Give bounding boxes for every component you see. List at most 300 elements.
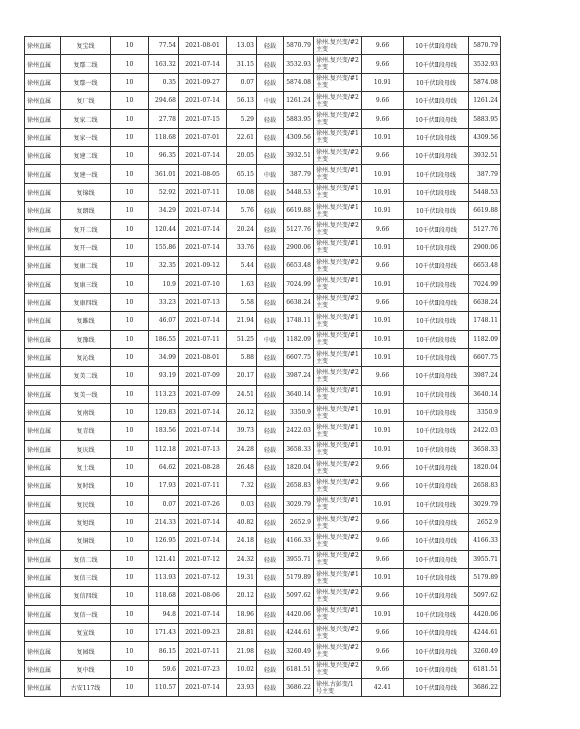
bus-value-cell: 10.91	[362, 238, 404, 256]
load-status-cell: 轻载	[257, 220, 284, 238]
margin-cell: 5874.08	[469, 73, 501, 91]
substation-cell: 徐州.复兴变/#1主变	[314, 495, 362, 513]
voltage-cell: 10	[111, 220, 149, 238]
load-status-cell: 轻载	[257, 495, 284, 513]
voltage-cell: 10	[111, 624, 149, 642]
bus-name-cell: 10千伏Ⅰ段母线	[404, 202, 469, 220]
margin-cell: 7024.99	[469, 275, 501, 293]
line-name-cell: 古安117线	[61, 679, 111, 697]
line-name-cell: 复宣线	[61, 624, 111, 642]
substation-cell: 徐州.复兴变/#2主变	[314, 257, 362, 275]
bus-value-cell: 10.91	[362, 495, 404, 513]
line-name-cell: 复美二线	[61, 367, 111, 385]
line-name-cell: 复雎线	[61, 312, 111, 330]
bus-name-cell: 10千伏Ⅰ段母线	[404, 128, 469, 146]
load-rate-cell: 1.63	[227, 275, 257, 293]
substation-cell: 徐州.复兴变/#1主变	[314, 202, 362, 220]
load-status-cell: 轻载	[257, 128, 284, 146]
capacity-cell: 5448.53	[284, 183, 314, 201]
date-cell: 2021-07-13	[179, 440, 227, 458]
line-name-cell: 复青线	[61, 422, 111, 440]
load-rate-cell: 39.73	[227, 422, 257, 440]
substation-cell: 徐州.复兴变/#2主变	[314, 37, 362, 55]
date-cell: 2021-07-14	[179, 605, 227, 623]
load-status-cell: 轻载	[257, 348, 284, 366]
bus-value-cell: 10.91	[362, 128, 404, 146]
capacity-cell: 5870.79	[284, 37, 314, 55]
date-cell: 2021-07-14	[179, 202, 227, 220]
voltage-cell: 10	[111, 37, 149, 55]
voltage-cell: 10	[111, 422, 149, 440]
company-cell: 徐州直属	[25, 605, 61, 623]
bus-name-cell: 10千伏Ⅰ段母线	[404, 422, 469, 440]
load-rate-cell: 7.32	[227, 477, 257, 495]
bus-name-cell: 10千伏Ⅱ段母线	[404, 550, 469, 568]
line-name-cell: 复鄢一线	[61, 73, 111, 91]
capacity-cell: 3987.24	[284, 367, 314, 385]
substation-cell: 徐州.复兴变/#2主变	[314, 587, 362, 605]
voltage-cell: 10	[111, 550, 149, 568]
substation-cell: 徐州.复兴变/#2主变	[314, 660, 362, 678]
bus-name-cell: 10千伏Ⅱ段母线	[404, 458, 469, 476]
date-cell: 2021-07-15	[179, 110, 227, 128]
company-cell: 徐州直属	[25, 147, 61, 165]
bus-name-cell: 10千伏Ⅰ段母线	[404, 312, 469, 330]
current-cell: 171.43	[149, 624, 179, 642]
load-rate-cell: 26.12	[227, 403, 257, 421]
date-cell: 2021-07-12	[179, 550, 227, 568]
date-cell: 2021-07-14	[179, 532, 227, 550]
company-cell: 徐州直属	[25, 92, 61, 110]
load-status-cell: 轻载	[257, 679, 284, 697]
load-rate-cell: 51.25	[227, 330, 257, 348]
margin-cell: 3932.51	[469, 147, 501, 165]
table-row	[25, 202, 501, 220]
line-name-cell: 复信二线	[61, 550, 111, 568]
capacity-cell: 4309.56	[284, 128, 314, 146]
table-row	[25, 257, 501, 275]
company-cell: 徐州直属	[25, 495, 61, 513]
current-cell: 96.35	[149, 147, 179, 165]
margin-cell: 5883.95	[469, 110, 501, 128]
capacity-cell: 1820.04	[284, 458, 314, 476]
load-status-cell: 轻载	[257, 477, 284, 495]
company-cell: 徐州直属	[25, 587, 61, 605]
line-name-cell: 复南线	[61, 403, 111, 421]
date-cell: 2021-07-01	[179, 128, 227, 146]
bus-name-cell: 10千伏Ⅰ段母线	[404, 495, 469, 513]
margin-cell: 5179.89	[469, 568, 501, 586]
company-cell: 徐州直属	[25, 312, 61, 330]
load-rate-cell: 5.88	[227, 348, 257, 366]
substation-cell: 徐州.复兴变/#2主变	[314, 92, 362, 110]
date-cell: 2021-07-14	[179, 513, 227, 531]
margin-cell: 2658.83	[469, 477, 501, 495]
load-rate-cell: 22.61	[227, 128, 257, 146]
bus-name-cell: 10千伏Ⅱ段母线	[404, 147, 469, 165]
current-cell: 121.41	[149, 550, 179, 568]
current-cell: 77.54	[149, 37, 179, 55]
current-cell: 110.57	[149, 679, 179, 697]
margin-cell: 5127.76	[469, 220, 501, 238]
capacity-cell: 3260.49	[284, 642, 314, 660]
table-row	[25, 532, 501, 550]
current-cell: 0.07	[149, 495, 179, 513]
voltage-cell: 10	[111, 568, 149, 586]
margin-cell: 3350.9	[469, 403, 501, 421]
current-cell: 118.68	[149, 587, 179, 605]
line-name-cell: 复信三线	[61, 568, 111, 586]
load-status-cell: 轻载	[257, 422, 284, 440]
substation-cell: 徐州.复兴变/#2主变	[314, 293, 362, 311]
bus-name-cell: 10千伏Ⅰ段母线	[404, 385, 469, 403]
table-row	[25, 403, 501, 421]
margin-cell: 6607.75	[469, 348, 501, 366]
date-cell: 2021-09-12	[179, 257, 227, 275]
table-row	[25, 128, 501, 146]
bus-value-cell: 9.66	[362, 550, 404, 568]
voltage-cell: 10	[111, 385, 149, 403]
current-cell: 86.15	[149, 642, 179, 660]
line-name-cell: 复民线	[61, 495, 111, 513]
table-row	[25, 330, 501, 348]
date-cell: 2021-07-14	[179, 422, 227, 440]
substation-cell: 徐州.复兴变/#2主变	[314, 147, 362, 165]
bus-value-cell: 9.66	[362, 147, 404, 165]
bus-value-cell: 9.66	[362, 220, 404, 238]
load-rate-cell: 20.24	[227, 220, 257, 238]
date-cell: 2021-08-28	[179, 458, 227, 476]
current-cell: 34.29	[149, 202, 179, 220]
load-rate-cell: 13.03	[227, 37, 257, 55]
bus-name-cell: 10千伏Ⅰ段母线	[404, 403, 469, 421]
substation-cell: 徐州.复兴变/#1主变	[314, 312, 362, 330]
load-status-cell: 轻载	[257, 73, 284, 91]
line-name-cell: 复锦线	[61, 183, 111, 201]
bus-value-cell: 10.91	[362, 385, 404, 403]
margin-cell: 4309.56	[469, 128, 501, 146]
line-name-cell: 复家一线	[61, 128, 111, 146]
load-status-cell: 轻载	[257, 275, 284, 293]
table-row	[25, 624, 501, 642]
substation-cell: 徐州.复兴变/#2主变	[314, 532, 362, 550]
bus-name-cell: 10千伏Ⅱ段母线	[404, 624, 469, 642]
table-row	[25, 348, 501, 366]
bus-name-cell: 10千伏Ⅱ段母线	[404, 477, 469, 495]
current-cell: 0.35	[149, 73, 179, 91]
company-cell: 徐州直属	[25, 568, 61, 586]
substation-cell: 徐州.复兴变/#2主变	[314, 477, 362, 495]
table-row	[25, 165, 501, 183]
load-status-cell: 轻载	[257, 532, 284, 550]
company-cell: 徐州直属	[25, 458, 61, 476]
table-row	[25, 220, 501, 238]
current-cell: 64.62	[149, 458, 179, 476]
date-cell: 2021-08-05	[179, 165, 227, 183]
date-cell: 2021-07-14	[179, 312, 227, 330]
margin-cell: 4420.06	[469, 605, 501, 623]
voltage-cell: 10	[111, 110, 149, 128]
company-cell: 徐州直属	[25, 183, 61, 201]
date-cell: 2021-08-06	[179, 587, 227, 605]
margin-cell: 1748.11	[469, 312, 501, 330]
load-rate-cell: 10.08	[227, 183, 257, 201]
load-rate-cell: 31.15	[227, 55, 257, 73]
voltage-cell: 10	[111, 330, 149, 348]
load-rate-cell: 24.32	[227, 550, 257, 568]
current-cell: 52.92	[149, 183, 179, 201]
table-row	[25, 385, 501, 403]
bus-name-cell: 10千伏Ⅱ段母线	[404, 55, 469, 73]
margin-cell: 1261.24	[469, 92, 501, 110]
capacity-cell: 6619.88	[284, 202, 314, 220]
company-cell: 徐州直属	[25, 275, 61, 293]
substation-cell: 徐州.复兴变/#2主变	[314, 624, 362, 642]
substation-cell: 徐州.复兴变/#1主变	[314, 275, 362, 293]
load-status-cell: 轻载	[257, 293, 284, 311]
voltage-cell: 10	[111, 348, 149, 366]
date-cell: 2021-07-14	[179, 147, 227, 165]
voltage-cell: 10	[111, 367, 149, 385]
bus-value-cell: 9.66	[362, 660, 404, 678]
company-cell: 徐州直属	[25, 293, 61, 311]
table-row	[25, 367, 501, 385]
load-status-cell: 轻载	[257, 403, 284, 421]
load-rate-cell: 5.58	[227, 293, 257, 311]
line-name-cell: 复信一线	[61, 605, 111, 623]
load-status-cell: 轻载	[257, 147, 284, 165]
load-rate-cell: 28.81	[227, 624, 257, 642]
bus-name-cell: 10千伏Ⅰ段母线	[404, 605, 469, 623]
line-name-cell: 复庆线	[61, 440, 111, 458]
table-row	[25, 238, 501, 256]
capacity-cell: 6638.24	[284, 293, 314, 311]
load-status-cell: 中载	[257, 165, 284, 183]
margin-cell: 6619.88	[469, 202, 501, 220]
load-rate-cell: 5.29	[227, 110, 257, 128]
bus-value-cell: 10.91	[362, 330, 404, 348]
bus-value-cell: 10.91	[362, 183, 404, 201]
bus-value-cell: 9.66	[362, 587, 404, 605]
current-cell: 129.83	[149, 403, 179, 421]
load-rate-cell: 21.98	[227, 642, 257, 660]
table-row	[25, 605, 501, 623]
date-cell: 2021-07-11	[179, 642, 227, 660]
voltage-cell: 10	[111, 165, 149, 183]
substation-cell: 徐州.复兴变/#1主变	[314, 165, 362, 183]
substation-cell: 徐州.复兴变/#2主变	[314, 220, 362, 238]
load-rate-cell: 20.17	[227, 367, 257, 385]
capacity-cell: 3640.14	[284, 385, 314, 403]
margin-cell: 3532.93	[469, 55, 501, 73]
substation-cell: 徐州.复兴变/#1主变	[314, 348, 362, 366]
line-name-cell: 复信四线	[61, 587, 111, 605]
bus-name-cell: 10千伏Ⅱ段母线	[404, 513, 469, 531]
load-status-cell: 轻载	[257, 385, 284, 403]
voltage-cell: 10	[111, 73, 149, 91]
company-cell: 徐州直属	[25, 477, 61, 495]
bus-name-cell: 10千伏Ⅱ段母线	[404, 220, 469, 238]
company-cell: 徐州直属	[25, 440, 61, 458]
voltage-cell: 10	[111, 312, 149, 330]
load-rate-cell: 10.02	[227, 660, 257, 678]
line-name-cell: 复土线	[61, 458, 111, 476]
load-rate-cell: 19.31	[227, 568, 257, 586]
load-rate-cell: 0.03	[227, 495, 257, 513]
company-cell: 徐州直属	[25, 165, 61, 183]
current-cell: 113.93	[149, 568, 179, 586]
bus-value-cell: 9.66	[362, 624, 404, 642]
voltage-cell: 10	[111, 403, 149, 421]
substation-cell: 徐州.古彭变/1号主变	[314, 679, 362, 697]
line-name-cell: 复开二线	[61, 220, 111, 238]
voltage-cell: 10	[111, 477, 149, 495]
table-row	[25, 550, 501, 568]
bus-name-cell: 10千伏Ⅰ段母线	[404, 183, 469, 201]
company-cell: 徐州直属	[25, 220, 61, 238]
margin-cell: 3658.33	[469, 440, 501, 458]
margin-cell: 3029.79	[469, 495, 501, 513]
company-cell: 徐州直属	[25, 385, 61, 403]
date-cell: 2021-07-10	[179, 275, 227, 293]
table-row	[25, 312, 501, 330]
load-status-cell: 轻载	[257, 642, 284, 660]
bus-value-cell: 9.66	[362, 110, 404, 128]
load-status-cell: 轻载	[257, 587, 284, 605]
bus-value-cell: 9.66	[362, 37, 404, 55]
current-cell: 112.18	[149, 440, 179, 458]
load-status-cell: 轻载	[257, 110, 284, 128]
table-row	[25, 477, 501, 495]
current-cell: 183.56	[149, 422, 179, 440]
table-row	[25, 147, 501, 165]
current-cell: 186.55	[149, 330, 179, 348]
margin-cell: 2422.03	[469, 422, 501, 440]
capacity-cell: 7024.99	[284, 275, 314, 293]
voltage-cell: 10	[111, 92, 149, 110]
line-name-cell: 复中线	[61, 660, 111, 678]
bus-name-cell: 10千伏Ⅱ段母线	[404, 587, 469, 605]
margin-cell: 1182.09	[469, 330, 501, 348]
capacity-cell: 3532.93	[284, 55, 314, 73]
capacity-cell: 2652.9	[284, 513, 314, 531]
table-row	[25, 55, 501, 73]
load-rate-cell: 33.76	[227, 238, 257, 256]
table-row	[25, 587, 501, 605]
load-status-cell: 轻载	[257, 660, 284, 678]
line-name-cell: 复厂线	[61, 92, 111, 110]
date-cell: 2021-07-14	[179, 220, 227, 238]
substation-cell: 徐州.复兴变/#1主变	[314, 605, 362, 623]
line-name-cell: 复豫线	[61, 330, 111, 348]
margin-cell: 6181.51	[469, 660, 501, 678]
substation-cell: 徐州.复兴变/#1主变	[314, 440, 362, 458]
margin-cell: 4244.61	[469, 624, 501, 642]
bus-value-cell: 9.66	[362, 458, 404, 476]
date-cell: 2021-08-01	[179, 37, 227, 55]
capacity-cell: 3658.33	[284, 440, 314, 458]
line-name-cell: 复家二线	[61, 110, 111, 128]
load-status-cell: 轻载	[257, 624, 284, 642]
bus-value-cell: 10.91	[362, 605, 404, 623]
load-rate-cell: 24.51	[227, 385, 257, 403]
load-status-cell: 轻载	[257, 367, 284, 385]
line-name-cell: 复建一线	[61, 165, 111, 183]
substation-cell: 徐州.复兴变/#2主变	[314, 110, 362, 128]
margin-cell: 6653.48	[469, 257, 501, 275]
current-cell: 361.01	[149, 165, 179, 183]
voltage-cell: 10	[111, 238, 149, 256]
bus-value-cell: 9.66	[362, 367, 404, 385]
voltage-cell: 10	[111, 55, 149, 73]
line-name-cell: 复宝线	[61, 37, 111, 55]
capacity-cell: 5097.62	[284, 587, 314, 605]
bus-value-cell: 9.66	[362, 477, 404, 495]
line-name-cell: 复康四线	[61, 293, 111, 311]
table-row	[25, 642, 501, 660]
capacity-cell: 3932.51	[284, 147, 314, 165]
load-rate-cell: 20.05	[227, 147, 257, 165]
bus-value-cell: 9.66	[362, 92, 404, 110]
current-cell: 59.6	[149, 660, 179, 678]
current-cell: 46.07	[149, 312, 179, 330]
bus-name-cell: 10千伏Ⅰ段母线	[404, 73, 469, 91]
voltage-cell: 10	[111, 532, 149, 550]
substation-cell: 徐州.复兴变/#1主变	[314, 385, 362, 403]
company-cell: 徐州直属	[25, 624, 61, 642]
load-status-cell: 轻载	[257, 202, 284, 220]
substation-cell: 徐州.复兴变/#1主变	[314, 183, 362, 201]
voltage-cell: 10	[111, 147, 149, 165]
bus-name-cell: 10千伏Ⅰ段母线	[404, 165, 469, 183]
capacity-cell: 5874.08	[284, 73, 314, 91]
load-rate-cell: 24.18	[227, 532, 257, 550]
date-cell: 2021-07-09	[179, 367, 227, 385]
company-cell: 徐州直属	[25, 422, 61, 440]
margin-cell: 1820.04	[469, 458, 501, 476]
line-name-cell: 复建二线	[61, 147, 111, 165]
load-rate-cell: 5.76	[227, 202, 257, 220]
capacity-cell: 6607.75	[284, 348, 314, 366]
date-cell: 2021-07-26	[179, 495, 227, 513]
bus-value-cell: 10.91	[362, 440, 404, 458]
voltage-cell: 10	[111, 275, 149, 293]
substation-cell: 徐州.复兴变/#2主变	[314, 513, 362, 531]
margin-cell: 5097.62	[469, 587, 501, 605]
date-cell: 2021-07-14	[179, 403, 227, 421]
capacity-cell: 5883.95	[284, 110, 314, 128]
bus-name-cell: 10千伏Ⅰ段母线	[404, 568, 469, 586]
margin-cell: 3686.22	[469, 679, 501, 697]
voltage-cell: 10	[111, 128, 149, 146]
voltage-cell: 10	[111, 587, 149, 605]
margin-cell: 387.79	[469, 165, 501, 183]
bus-name-cell: 10千伏Ⅰ段母线	[404, 238, 469, 256]
load-rate-cell: 21.94	[227, 312, 257, 330]
table-row	[25, 422, 501, 440]
date-cell: 2021-07-23	[179, 660, 227, 678]
substation-cell: 徐州.复兴变/#2主变	[314, 550, 362, 568]
load-status-cell: 轻载	[257, 55, 284, 73]
load-status-cell: 轻载	[257, 605, 284, 623]
bus-value-cell: 9.66	[362, 513, 404, 531]
date-cell: 2021-07-09	[179, 385, 227, 403]
bus-value-cell: 9.66	[362, 257, 404, 275]
load-rate-cell: 0.07	[227, 73, 257, 91]
current-cell: 118.68	[149, 128, 179, 146]
current-cell: 120.44	[149, 220, 179, 238]
bus-name-cell: 10千伏Ⅱ段母线	[404, 367, 469, 385]
